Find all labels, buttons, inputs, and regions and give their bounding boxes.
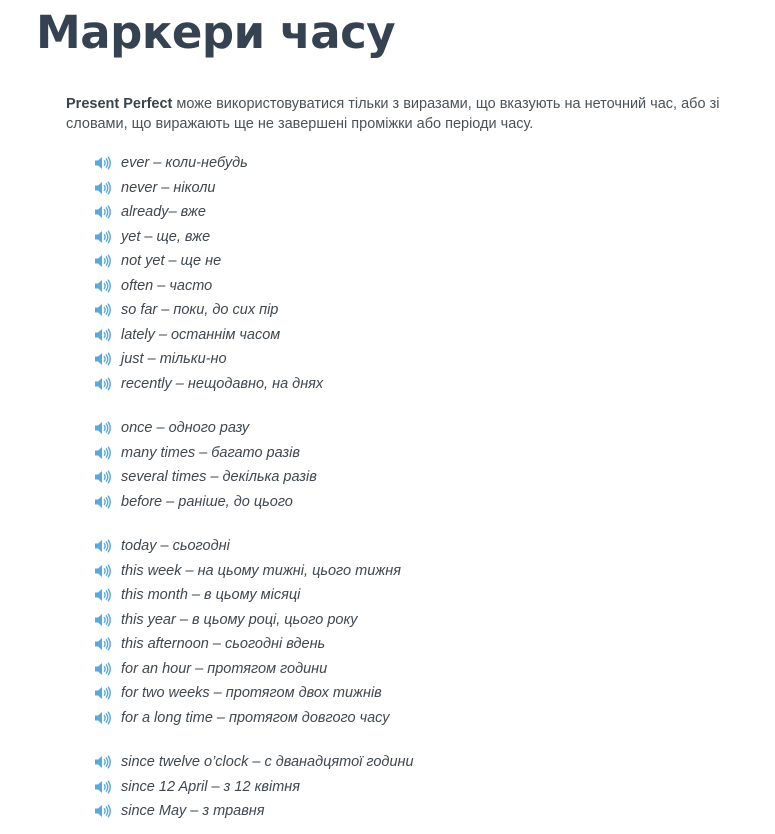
list-item <box>94 632 401 657</box>
term-text: already– вже <box>121 204 206 221</box>
speaker-icon[interactable] <box>94 230 112 244</box>
term-text: never – ніколи <box>121 179 216 196</box>
speaker-icon[interactable] <box>94 205 112 219</box>
speaker-icon[interactable] <box>94 613 112 627</box>
marker-group-2 <box>94 416 317 514</box>
speaker-icon[interactable] <box>94 303 112 317</box>
list-item <box>94 775 414 800</box>
term-text: lately – останнім часом <box>121 326 281 343</box>
term-text: often – часто <box>121 277 213 294</box>
list-item <box>94 608 401 633</box>
speaker-icon[interactable] <box>94 662 112 676</box>
list-item <box>94 298 323 323</box>
speaker-icon[interactable] <box>94 804 112 818</box>
list-item <box>94 681 401 706</box>
list-item <box>94 490 317 515</box>
intro-text: може використовуватися тільки з виразами, що вказують на неточний час, або зі словами, що виражають ще не завершені проміжки або періоди часу. <box>66 96 720 132</box>
intro-bold: Present Perfect <box>66 96 173 112</box>
term-text: yet – ще, вже <box>121 228 211 245</box>
speaker-icon[interactable] <box>94 377 112 391</box>
term-text: this afternoon – сьогодні вдень <box>121 636 326 653</box>
term-text: since twelve o’clock – с дванадцятої години <box>121 754 414 771</box>
speaker-icon[interactable] <box>94 352 112 366</box>
speaker-icon[interactable] <box>94 539 112 553</box>
list-item <box>94 372 323 397</box>
speaker-icon[interactable] <box>94 470 112 484</box>
marker-group-4 <box>94 750 414 824</box>
list-item <box>94 559 401 584</box>
term-text: before – раніше, до цього <box>121 493 293 510</box>
term-text: recently – нещодавно, на днях <box>121 375 324 392</box>
term-text: this year – в цьому році, цього року <box>121 611 358 628</box>
speaker-icon[interactable] <box>94 254 112 268</box>
speaker-icon[interactable] <box>94 588 112 602</box>
term-text: this week – на цьому тижні, цього тижня <box>121 562 401 579</box>
list-item <box>94 200 323 225</box>
list-item <box>94 799 414 824</box>
intro-paragraph <box>66 94 766 134</box>
list-item <box>94 249 323 274</box>
speaker-icon[interactable] <box>94 686 112 700</box>
page-title: Маркери часу <box>36 6 396 59</box>
speaker-icon[interactable] <box>94 328 112 342</box>
list-item <box>94 151 323 176</box>
list-item <box>94 441 317 466</box>
list-item <box>94 225 323 250</box>
list-item <box>94 706 401 731</box>
term-text: for a long time – протягом довгого часу <box>121 709 390 726</box>
term-text: many times – багато разів <box>121 444 300 461</box>
list-item <box>94 416 317 441</box>
list-item <box>94 583 401 608</box>
term-text: several times – декілька разів <box>121 469 317 486</box>
term-text: ever – коли-небудь <box>121 155 248 172</box>
term-text: just – тільки-но <box>121 351 227 368</box>
speaker-icon[interactable] <box>94 446 112 460</box>
speaker-icon[interactable] <box>94 181 112 195</box>
list-item <box>94 465 317 490</box>
term-text: so far – поки, до сих пір <box>121 302 279 319</box>
term-text: today – сьогодні <box>121 538 230 555</box>
speaker-icon[interactable] <box>94 495 112 509</box>
speaker-icon[interactable] <box>94 711 112 725</box>
speaker-icon[interactable] <box>94 564 112 578</box>
term-text: since May – з травня <box>121 803 265 820</box>
speaker-icon[interactable] <box>94 755 112 769</box>
speaker-icon[interactable] <box>94 637 112 651</box>
marker-group-3 <box>94 534 401 730</box>
marker-group-1 <box>94 151 323 396</box>
speaker-icon[interactable] <box>94 279 112 293</box>
term-text: once – одного разу <box>121 420 250 437</box>
list-item <box>94 534 401 559</box>
list-item <box>94 176 323 201</box>
term-text: for an hour – протягом години <box>121 660 328 677</box>
list-item <box>94 750 414 775</box>
speaker-icon[interactable] <box>94 780 112 794</box>
list-item <box>94 274 323 299</box>
term-text: this month – в цьому місяці <box>121 587 301 604</box>
list-item <box>94 323 323 348</box>
speaker-icon[interactable] <box>94 421 112 435</box>
term-text: for two weeks – протягом двох тижнів <box>121 685 382 702</box>
term-text: since 12 April – з 12 квітня <box>121 778 301 795</box>
term-text: not yet – ще не <box>121 253 222 270</box>
speaker-icon[interactable] <box>94 156 112 170</box>
list-item <box>94 657 401 682</box>
list-item <box>94 347 323 372</box>
